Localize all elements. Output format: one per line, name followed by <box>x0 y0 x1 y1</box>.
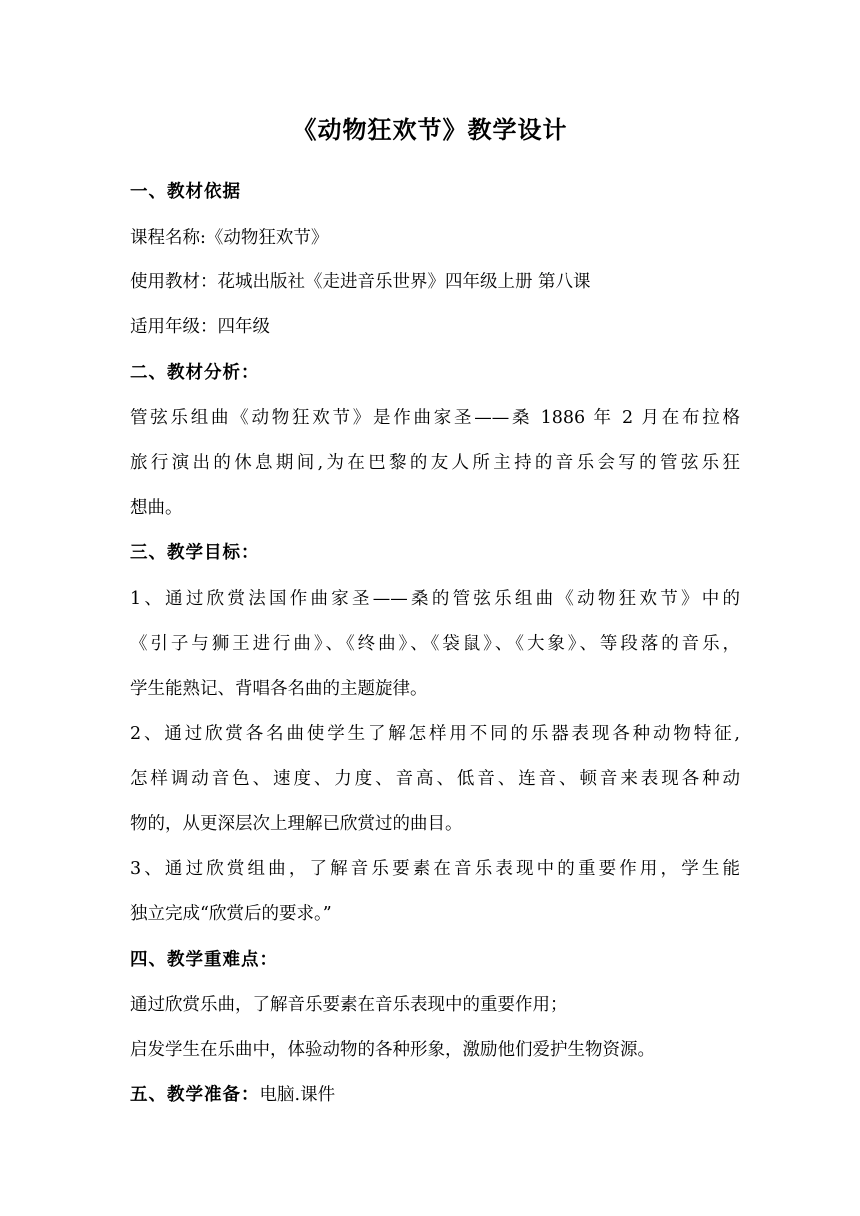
goal-line: 1、通过欣赏法国作曲家圣——桑的管弦乐组曲《动物狂欢节》中的 <box>130 589 740 609</box>
goal-line: 物的，从更深层次上理解已欣赏过的曲目。 <box>130 814 463 834</box>
document-title: 《动物狂欢节》教学设计 <box>292 115 568 144</box>
analysis-paragraph-line: 想曲。 <box>130 498 183 518</box>
section-heading-key-points: 四、教学重难点： <box>130 950 278 970</box>
goal-line: 怎样调动音色、速度、力度、音高、低音、连音、顿音来表现各种动 <box>130 769 740 789</box>
textbook-info: 使用教材：花城出版社《走进音乐世界》四年级上册 第八课 <box>130 272 591 292</box>
analysis-paragraph-line: 旅行演出的休息期间,为在巴黎的友人所主持的音乐会写的管弦乐狂 <box>130 453 740 473</box>
analysis-paragraph-line: 管弦乐组曲《动物狂欢节》是作曲家圣——桑 1886 年 2 月在布拉格 <box>130 408 740 428</box>
section-heading-goals: 三、教学目标： <box>130 543 260 563</box>
key-point-line: 通过欣赏乐曲，了解音乐要素在音乐表现中的重要作用； <box>130 995 568 1015</box>
goal-line: 2、通过欣赏各名曲使学生了解怎样用不同的乐器表现各种动物特征, <box>130 724 740 744</box>
goal-line: 3、通过欣赏组曲，了解音乐要素在音乐表现中的重要作用，学生能 <box>130 859 740 879</box>
goal-line: 独立完成“欣赏后的要求。” <box>130 904 332 924</box>
course-name: 课程名称:《动物狂欢节》 <box>130 228 329 248</box>
preparation-content: 电脑.课件 <box>259 1085 336 1105</box>
section-heading-analysis: 二、教材分析： <box>130 363 260 383</box>
key-point-line: 启发学生在乐曲中，体验动物的各种形象，激励他们爱护生物资源。 <box>130 1040 655 1060</box>
grade-info: 适用年级：四年级 <box>130 317 270 337</box>
section-heading-basis: 一、教材依据 <box>130 182 241 202</box>
goal-line: 学生能熟记、背唱各名曲的主题旋律。 <box>130 679 428 699</box>
section-heading-preparation: 五、教学准备： <box>130 1085 260 1105</box>
goal-line: 《引子与狮王进行曲》、《终曲》、《袋鼠》、《大象》、等段落的音乐， <box>130 634 740 654</box>
preparation-line <box>130 1083 740 1107</box>
